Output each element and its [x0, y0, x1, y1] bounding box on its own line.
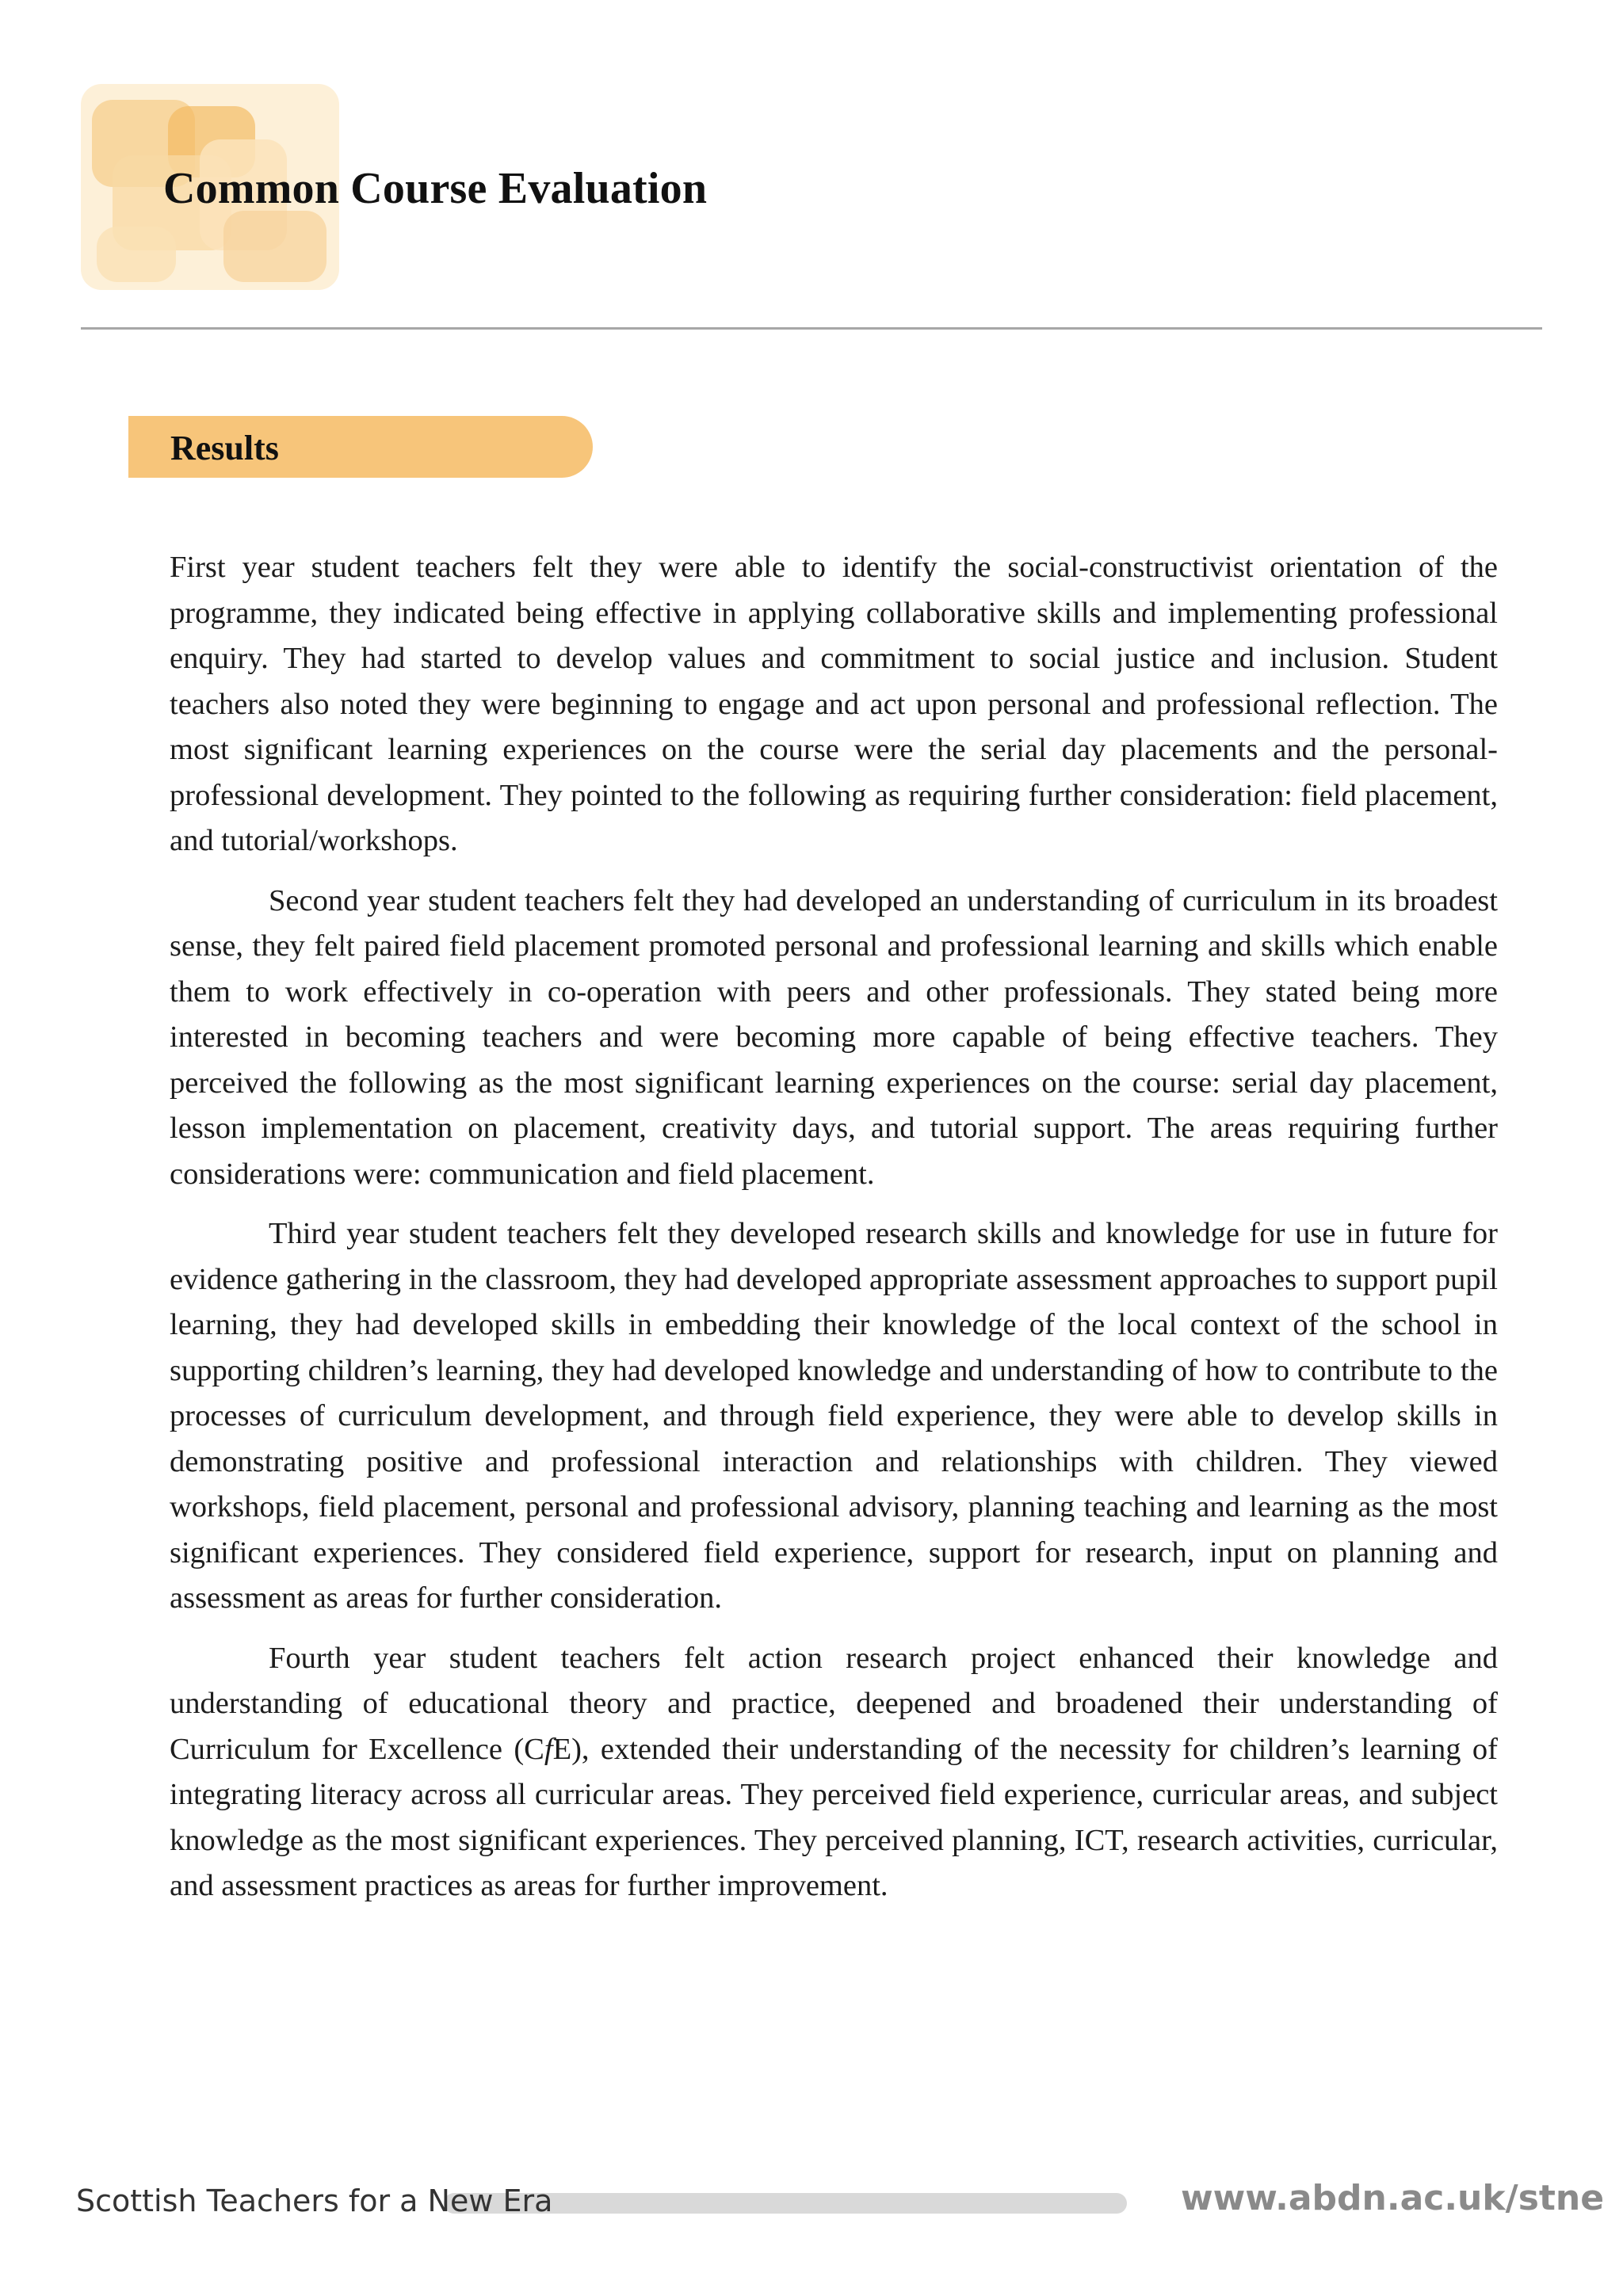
header-divider	[81, 327, 1542, 330]
paragraph-third-year: Third year student teachers felt they developed research skills and knowledge for use in future for evidence gathering in the classroom, they had developed appropriate assessment approaches to support pupil learning, they had developed skills in embedding their knowledge of the local context of the school in supporting children’s learning, they had developed knowledge and understanding of how to contribute to the processes of curriculum development, and through field experience, they were able to develop skills in demonstrating positive and professional interaction and relationships with children. They viewed workshops, field placement, personal and professional advisory, planning teaching and learning as the most significant experiences. They considered field experience, support for research, input on planning and assessment as areas for further consideration.	[170, 1217, 1498, 1615]
footer-url: www.abdn.ac.uk/stne	[1181, 2178, 1605, 2218]
section-title: Results	[170, 429, 279, 467]
paragraph-fourth-year-part1: Fourth year student teachers felt action research project enhanced their knowledge and understanding of educational theory and practice, deepened and broadened their understanding of Curriculum for Excellence (C	[170, 1641, 1498, 1766]
paragraph-fourth-year-part2: E), extended their understanding of the necessity for children’s learning of integrating literacy across all curricular areas. They perceived field experience, curricular areas, and subject knowledge as the most significant experiences. They perceived planning, ICT, research activities, curricular, and assessment practices as areas for further improvement.	[170, 1732, 1499, 1902]
paragraph-fourth-year-italic: f	[544, 1732, 553, 1766]
paragraph-second-year: Second year student teachers felt they had developed an understanding of curriculum in its broadest sense, they felt paired field placement promoted personal and professional learning and skills which enable them to work effectively in co-operation with peers and other professionals. They stated being more interested in becoming teachers and were becoming more capable of being effective teachers. They perceived the following as the most significant learning experiences on the course: serial day placement, lesson implementation on placement, creativity days, and tutorial support. The areas requiring further considerations were: communication and field placement.	[170, 883, 1498, 1191]
paragraph-fourth-year	[170, 1636, 1498, 1909]
footer-program-name: Scottish Teachers for a New Era	[76, 2183, 553, 2218]
page-title: Common Course Evaluation	[163, 164, 708, 213]
paragraph-first-year: First year student teachers felt they were able to identify the social-constructivist orientation of the programme, they indicated being effective in applying collaborative skills and implementing professional enquiry. They had started to develop values and commitment to social justice and inclusion. Student teachers also noted they were beginning to engage and act upon personal and professional reflection. The most significant learning experiences on the course were the serial day placements and the personal-professional development. They pointed to the following as requiring further consideration: field placement, and tutorial/workshops.	[170, 551, 1498, 857]
body-text	[170, 545, 1498, 1924]
